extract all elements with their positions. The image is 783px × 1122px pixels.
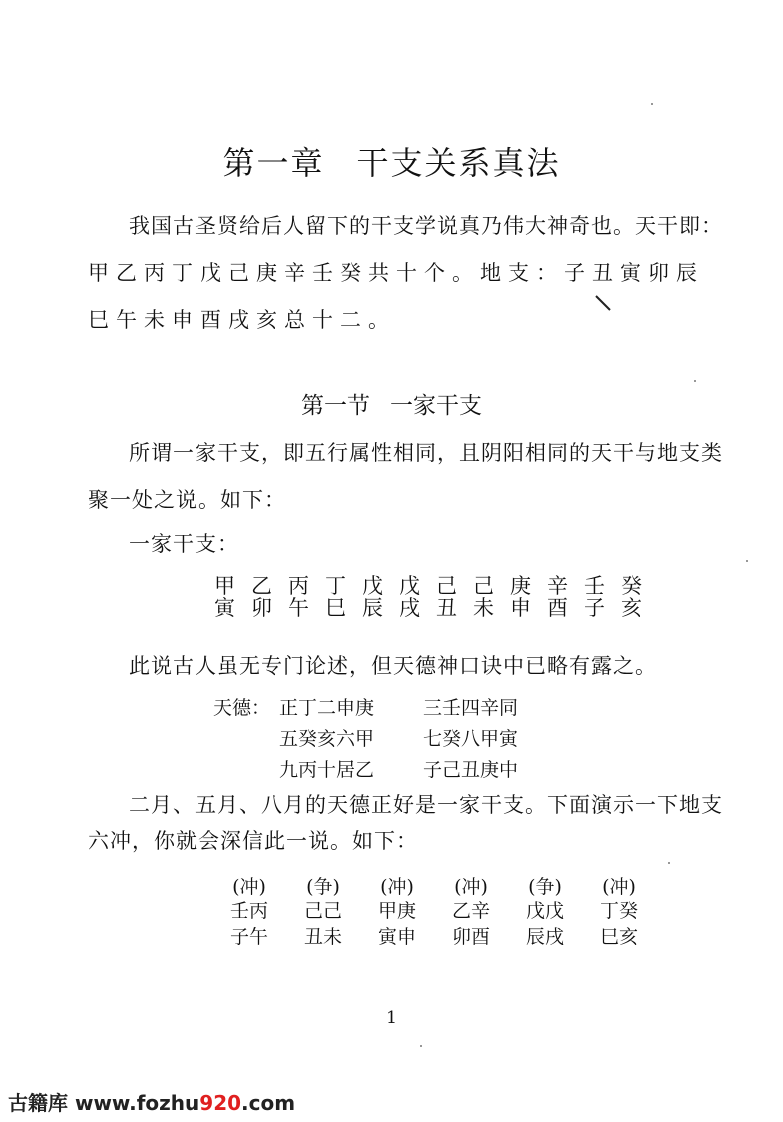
chapter-title xyxy=(0,138,783,184)
branch-cell: 未 xyxy=(473,596,494,620)
page-number: 1 xyxy=(386,1008,397,1028)
branch-pair-cell: 辰戌 xyxy=(525,926,564,948)
scan-speck xyxy=(420,1045,422,1047)
stem-pair-row xyxy=(212,896,656,923)
footer-number: 920 xyxy=(199,1091,242,1115)
stem-pair-cell: 戊戊 xyxy=(525,900,564,922)
stem-cell: 壬 xyxy=(584,574,605,598)
scan-speck xyxy=(746,560,748,562)
para1-line-2: 聚一处之说。如下： xyxy=(88,488,286,512)
branch-cell: 午 xyxy=(288,596,309,620)
stem-cell: 庚 xyxy=(510,574,531,598)
stem-cell: 辛 xyxy=(547,574,568,598)
tiande-r1b: 三壬四辛同 xyxy=(423,697,519,719)
clash-type-row xyxy=(212,872,656,899)
yijia-label: 一家干支： xyxy=(129,532,239,556)
para2: 此说古人虽无专门论述，但天德神口诀中已略有露之。 xyxy=(129,654,657,678)
stem-pair-cell: 丁癸 xyxy=(599,900,638,922)
stem-cell: 丁 xyxy=(325,574,346,598)
clash-type-cell: (冲) xyxy=(454,876,488,898)
scan-speck xyxy=(694,380,696,382)
watermark-footer xyxy=(8,1087,295,1116)
clash-type-cell: (争) xyxy=(306,876,340,898)
tiande-r2b: 七癸八甲寅 xyxy=(423,728,519,750)
branch-cell: 亥 xyxy=(621,596,642,620)
intro-line-3: 巳午未申酉戌亥总十二。 xyxy=(88,308,396,332)
branch-cell: 卯 xyxy=(251,596,272,620)
branch-pair-cell: 丑未 xyxy=(303,926,342,948)
scan-speck xyxy=(651,103,653,105)
branch-cell: 酉 xyxy=(547,596,568,620)
branch-cell: 寅 xyxy=(214,596,235,620)
stem-pair-cell: 己己 xyxy=(303,900,342,922)
stem-cell: 甲 xyxy=(214,574,235,598)
stem-pair-cell: 甲庚 xyxy=(377,900,416,922)
stem-cell: 戊 xyxy=(399,574,420,598)
branch-pair-cell: 寅申 xyxy=(377,926,416,948)
clash-type-cell: (冲) xyxy=(380,876,414,898)
stem-pair-cell: 壬丙 xyxy=(229,900,268,922)
tiande-label: 天德： xyxy=(213,697,271,719)
branch-cell: 戌 xyxy=(399,596,420,620)
stem-cell: 乙 xyxy=(251,574,272,598)
branch-cell: 子 xyxy=(584,596,605,620)
para3-line-1: 二月、五月、八月的天德正好是一家干支。下面演示一下地支 xyxy=(129,793,723,817)
branch-cell: 丑 xyxy=(436,596,457,620)
tiande-r2a: 五癸亥六甲 xyxy=(279,728,375,750)
stem-pair-cell: 乙辛 xyxy=(451,900,490,922)
branch-pair-row xyxy=(212,922,656,949)
para3-line-2: 六冲，你就会深信此一说。如下： xyxy=(88,829,418,853)
stem-cell: 戊 xyxy=(362,574,383,598)
clash-type-cell: (争) xyxy=(528,876,562,898)
tiande-r3a: 九丙十居乙 xyxy=(279,759,375,781)
stem-cell: 癸 xyxy=(621,574,642,598)
branch-cell: 辰 xyxy=(362,596,383,620)
section-number: 第一节 xyxy=(301,393,370,419)
branch-cell: 申 xyxy=(510,596,531,620)
tiande-r3b: 子己丑庚中 xyxy=(423,759,519,781)
chapter-number: 第一章 xyxy=(222,144,325,182)
para1-line-1: 所谓一家干支，即五行属性相同，且阴阳相同的天干与地支类 xyxy=(129,441,723,465)
scan-speck xyxy=(668,862,670,864)
footer-suffix: .com xyxy=(241,1091,296,1115)
section-title xyxy=(0,387,783,420)
footer-prefix: 古籍库 www.fozhu xyxy=(8,1091,200,1115)
branch-cell: 巳 xyxy=(325,596,346,620)
clash-type-cell: (冲) xyxy=(602,876,636,898)
branch-pair-cell: 卯酉 xyxy=(451,926,490,948)
branch-row xyxy=(206,592,650,622)
scan-mark xyxy=(592,292,616,316)
branch-pair-cell: 巳亥 xyxy=(599,926,638,948)
clash-type-cell: (冲) xyxy=(232,876,266,898)
branch-pair-cell: 子午 xyxy=(229,926,268,948)
chapter-name: 干支关系真法 xyxy=(356,144,561,182)
stem-cell: 丙 xyxy=(288,574,309,598)
intro-line-2: 甲乙丙丁戊己庚辛壬癸共十个。地支：子丑寅卯辰 xyxy=(88,261,704,285)
tiande-r1a: 正丁二申庚 xyxy=(279,697,375,719)
section-name: 一家干支 xyxy=(390,393,482,419)
stem-cell: 己 xyxy=(436,574,457,598)
intro-line-1: 我国古圣贤给后人留下的干支学说真乃伟大神奇也。天干即： xyxy=(129,214,723,238)
stem-cell: 己 xyxy=(473,574,494,598)
